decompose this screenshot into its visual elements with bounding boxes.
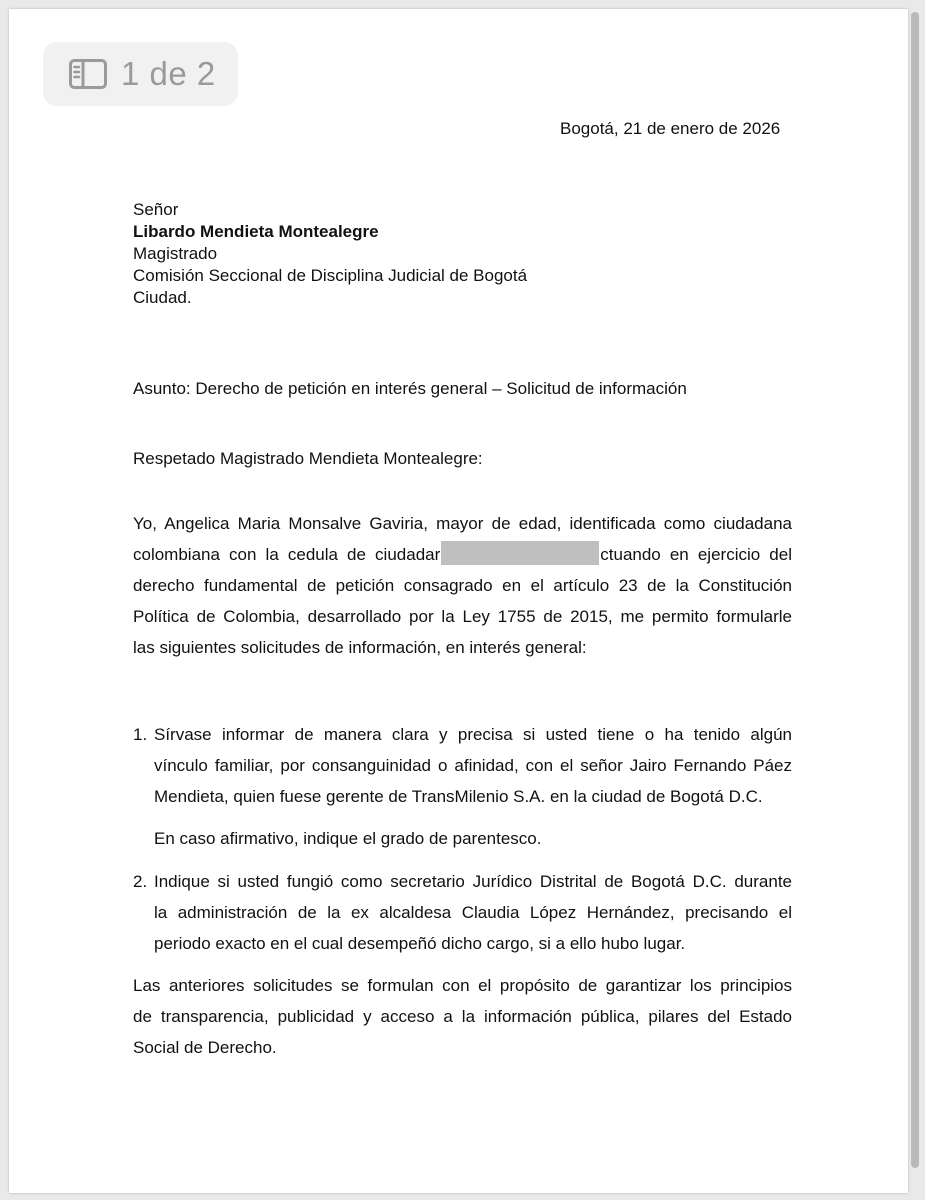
request-line: periodo exacto en el cual desempeñó dicho cargo, si a ello hubo lugar. — [154, 934, 686, 953]
request-number: 1. — [133, 725, 148, 744]
intro-line-with-redaction — [133, 539, 792, 570]
page-indicator[interactable] — [43, 42, 238, 106]
intro-line: las siguientes solicitudes de información, en interés general: — [133, 638, 587, 657]
intro-line: Yo, Angelica Maria Monsalve Gaviria, mayor de edad, identificada como ciudadana — [133, 514, 792, 533]
vertical-scrollbar[interactable] — [911, 12, 919, 1168]
intro-line: Política de Colombia, desarrollado por la Ley 1755 de 2015, me permito formularle — [133, 607, 792, 626]
intro-line-part: ctuando en ejercicio del — [600, 545, 792, 564]
closing-paragraph — [133, 970, 792, 1063]
sidebar-icon — [69, 59, 107, 89]
redacted-id-number — [441, 541, 599, 565]
request-line: Mendieta, quien fuese gerente de TransMilenio S.A. en la ciudad de Bogotá D.C. — [154, 787, 763, 806]
letter-date: Bogotá, 21 de enero de 2026 — [560, 119, 781, 138]
request-number: 2. — [133, 872, 148, 891]
recipient-salutation: Señor — [133, 200, 179, 219]
recipient-name: Libardo Mendieta Montealegre — [133, 222, 379, 241]
closing-line: Social de Derecho. — [133, 1038, 277, 1057]
recipient-institution: Comisión Seccional de Disciplina Judicial de Bogotá — [133, 266, 528, 285]
request-1-followup: En caso afirmativo, indique el grado de parentesco. — [154, 829, 542, 848]
page-indicator-label: 1 de 2 — [121, 55, 216, 92]
closing-line: Las anteriores solicitudes se formulan con el propósito de garantizar los principios — [133, 976, 792, 995]
intro-paragraph — [133, 508, 792, 663]
intro-line-part: colombiana con la cedula de ciudadar — [133, 545, 441, 564]
recipient-title: Magistrado — [133, 244, 218, 263]
request-body — [154, 866, 792, 959]
intro-line: derecho fundamental de petición consagrado en el artículo 23 de la Constitución — [133, 576, 792, 595]
letter-greeting: Respetado Magistrado Mendieta Montealegre: — [133, 449, 483, 468]
recipient-address — [133, 199, 527, 309]
request-line: vínculo familiar, por consanguinidad o afinidad, con el señor Jairo Fernando Páez — [154, 756, 792, 775]
recipient-city: Ciudad. — [133, 288, 192, 307]
request-line: Sírvase informar de manera clara y precisa si usted tiene o ha tenido algún — [154, 725, 792, 744]
request-body — [154, 719, 792, 812]
closing-line: de transparencia, publicidad y acceso a la información pública, pilares del Estado — [133, 1007, 792, 1026]
request-line: Indique si usted fungió como secretario Jurídico Distrital de Bogotá D.C. durante — [154, 872, 792, 891]
request-line: la administración de la ex alcaldesa Claudia López Hernández, precisando el — [154, 903, 792, 922]
letter-subject: Asunto: Derecho de petición en interés general – Solicitud de información — [133, 379, 687, 398]
